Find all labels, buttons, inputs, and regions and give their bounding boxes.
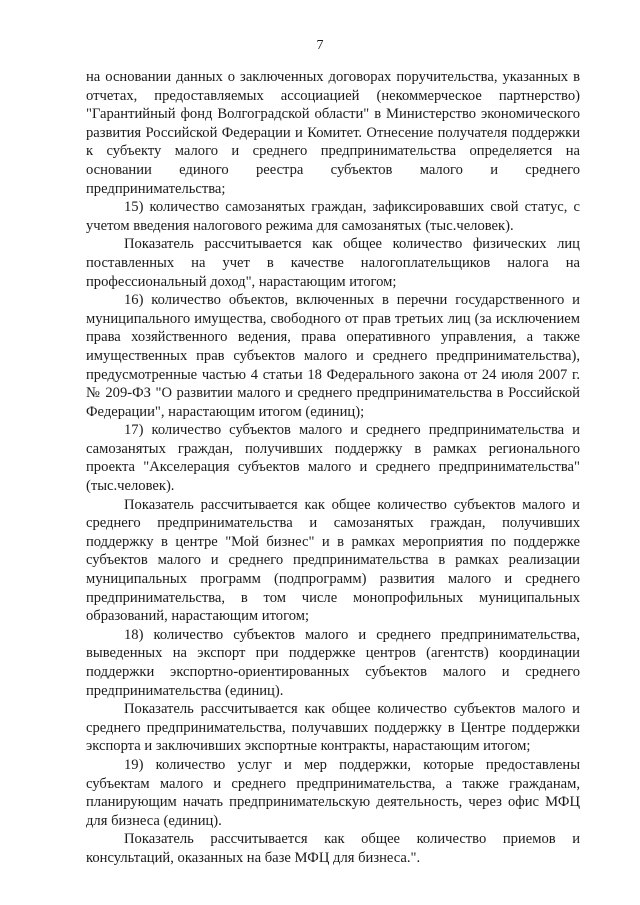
- paragraph-indicator-15: Показатель рассчитывается как общее количество физических лиц поставленных на учет в качестве налогоплательщиков налога на профессиональный доход", нарастающим итогом;: [86, 236, 580, 290]
- paragraph-indicator-19: Показатель рассчитывается как общее количество приемов и консультаций, оказанных на базе МФЦ для бизнеса.".: [86, 831, 580, 866]
- paragraph-item-15: 15) количество самозанятых граждан, зафиксировавших свой статус, с учетом введения налогового режима для самозанятых (тыс.человек).: [86, 199, 580, 234]
- paragraph-item-18: 18) количество субъектов малого и среднего предпринимательства, выведенных на экспорт при поддержке центров (агентств) координации поддержки экспортно-ориентированных субъектов малого и среднего предпринимательства (единиц).: [86, 626, 580, 699]
- paragraph-item-17: 17) количество субъектов малого и среднего предпринимательства и самозанятых граждан, получивших поддержку в рамках регионального проекта "Акселерация субъектов малого и среднего предпринимательства" (тыс.человек).: [86, 422, 580, 495]
- paragraph-continuation: на основании данных о заключенных договорах поручительства, указанных в отчетах, предоставляемых ассоциацией (некоммерческое партнерство) "Гарантийный фонд Волгоградской области" в Министерство экономического развития Российской Федерации и Комитет. Отнесение получателя поддержки к субъекту малого и среднего предпринимательства определяется на основании единого реестра субъектов малого и среднего предпринимательства;: [86, 69, 580, 197]
- paragraph-indicator-18: Показатель рассчитывается как общее количество субъектов малого и среднего предпринимательства, получавших поддержку в Центре поддержки экспорта и заключивших экспортные контракты, нарастающим итогом;: [86, 701, 580, 755]
- paragraph-item-16: 16) количество объектов, включенных в перечни государственного и муниципального имущества, свободного от прав третьих лиц (за исключением права хозяйственного ведения, права оперативного управления, а также имущественных прав субъектов малого и среднего предпринимательства), предусмотренные частью 4 статьи 18 Федерального закона от 24 июля 2007 г. № 209-ФЗ "О развитии малого и среднего предпринимательства в Российской Федерации", нарастающим итогом (единиц);: [86, 292, 580, 420]
- page-number: 7: [316, 38, 324, 53]
- document-body: [86, 68, 580, 868]
- paragraph-indicator-17: Показатель рассчитывается как общее количество субъектов малого и среднего предпринимательства и самозанятых граждан, получивших поддержку в центре "Мой бизнес" и в рамках мероприятия по поддержке субъектов малого и среднего предпринимательства в рамках реализации муниципальных программ (подпрограмм) развития малого и среднего предпринимательства, в том числе монопрофильных муниципальных образований, нарастающим итогом;: [86, 496, 580, 625]
- paragraph-item-19: 19) количество услуг и мер поддержки, которые предоставлены субъектам малого и среднего предпринимательства, а также гражданам, планирующим начать предпринимательскую деятельность, через офис МФЦ для бизнеса (единиц).: [86, 756, 580, 829]
